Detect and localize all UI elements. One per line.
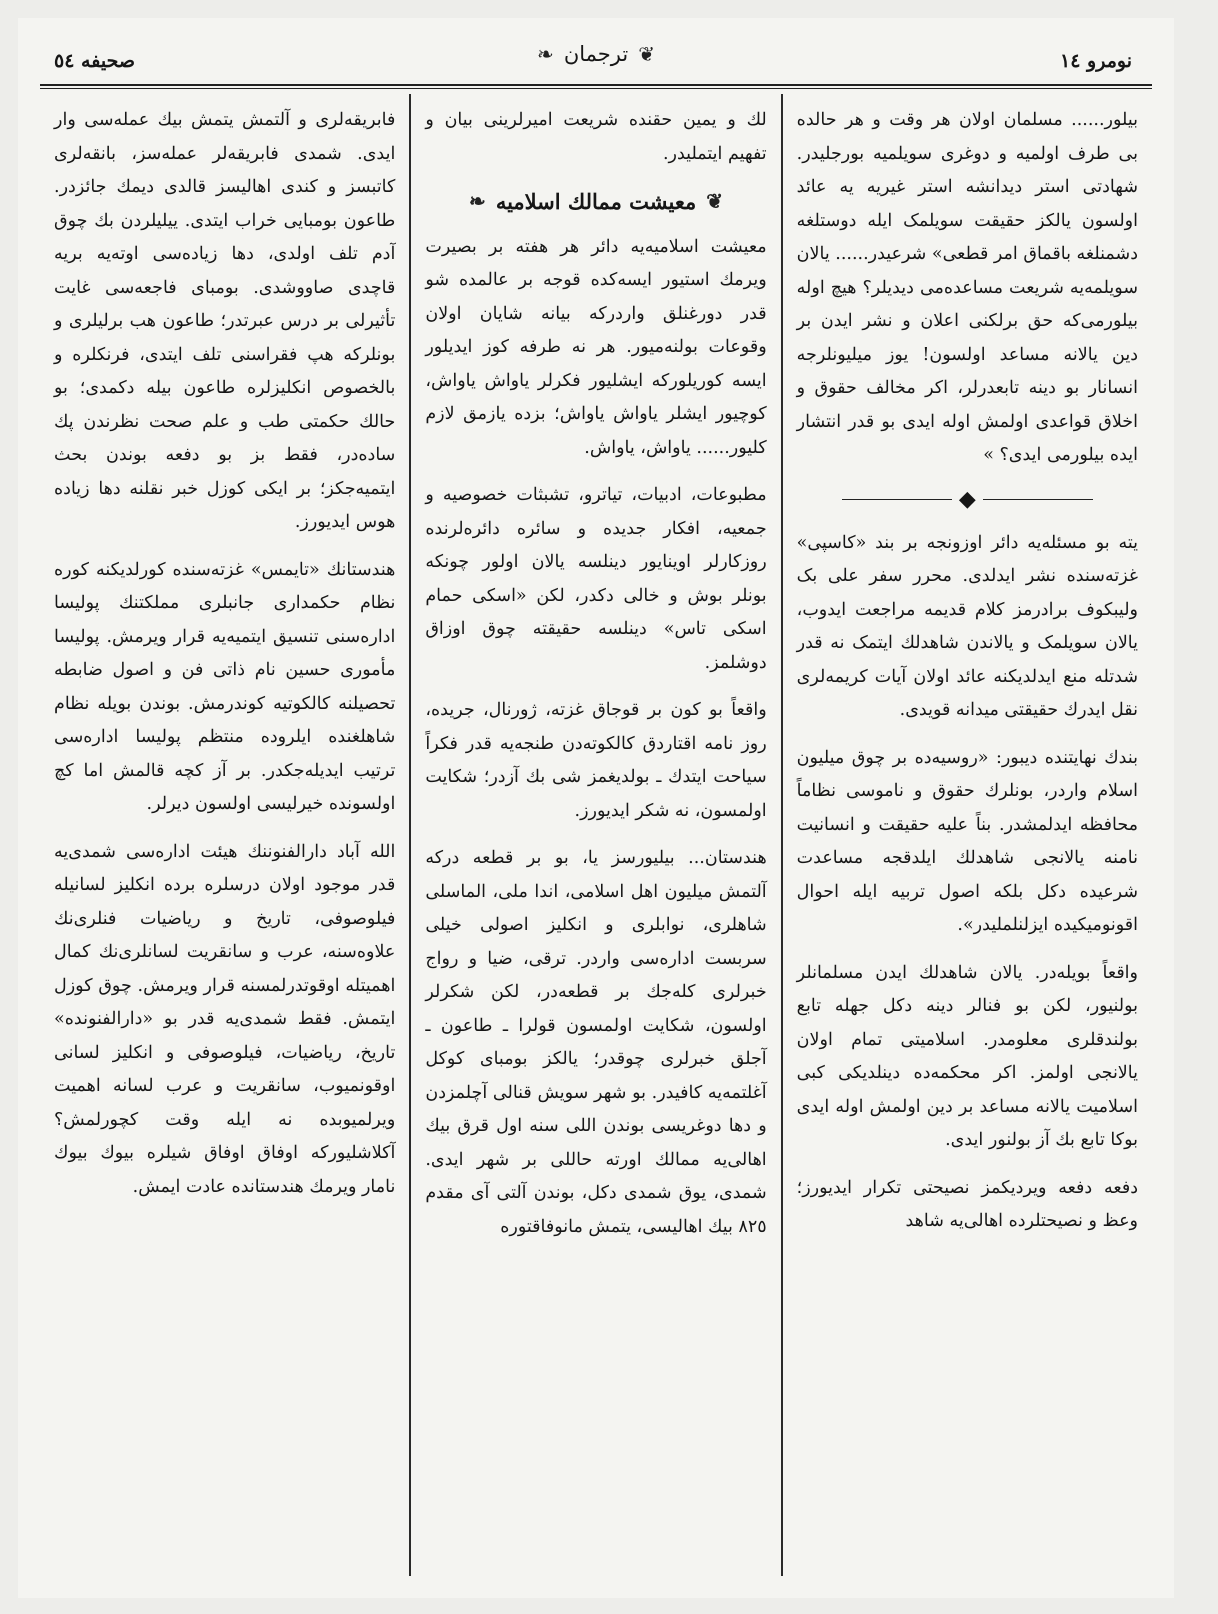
- column-middle-paragraph: واقعاً بو کون بر قوجاق غزته، ژورنال، جریده، روز نامه اقتاردق کالکوته‌دن طنجه‌یه قدر فکراً سیاحت ایتدك ـ بولدیغمز شی بك آزدر؛ شکایت اولمسون، نه شکر ایدیورز.: [425, 700, 767, 821]
- heading-ornament-icon: ❦: [706, 189, 723, 213]
- ornament-left-icon: ❧: [537, 42, 554, 66]
- column-middle-paragraph: معیشت اسلامیه‌یه دائر هر هفته بر بصیرت ویرمك استیور ایسه‌کده قوجه بر عالمده شو قدر دورغنلق واردرکه بیانه شایان اولان وقوعات بولنه‌میور. هر نه طرفه کوز ایدیلور ایسه کوریلورکه ایشلیور فکرلر یاواش یاواش، کوچیور ایشلر یاواش یاواش؛ بزده یازمق لازم کلیور...... یاواش، یاواش.: [425, 236, 767, 458]
- newspaper-page: [18, 18, 1174, 1598]
- column-right-paragraph: واقعاً بویله‌در. یالان شاهدلك ایدن مسلمانلر بولنیور، لکن بو فنالر دینه دکل جهله تابع بولندقلری معلومدر. اسلامیتی تمام اولان یالانجی اولمز. اکر محکمه‌ده دینلدیکی کبی اسلامیت یالانه مساعد بر دین اولمش اوله ایدی بوکا تابع بك آز بولنور ایدی.: [796, 962, 1138, 1150]
- text-columns: [40, 94, 1152, 1576]
- column-middle-paragraph: مطبوعات، ادبیات، تیاترو، تشبثات خصوصیه و جمعیه، افکار جدیده و سائره دائره‌لرنده روزکارلر اوینایور دینلسه یالان اولور چونکه بونلر بوش و خالی دکدر، لکن «اسکی حمام اسکی تاس» دینلسه حقیقته چوق اوزاق دوشلمز.: [425, 485, 767, 673]
- section-heading: [425, 185, 766, 219]
- divider-line: [842, 499, 952, 500]
- column-left-paragraph: فابریقه‌لری و آلتمش یتمش بیك عمله‌سی وار ایدی. شمدی فابریقه‌لر عمله‌سز، بانقه‌لری کاتبسز و کندی اهالیسز قالدی دیمك جائزدر. طاعون بومبایی خراب ایتدی. ییلیلردن بك چوق آدم تلف اولدی، دها زیاده‌سی اوته‌یه بریه قاچدی صاووشدی. بومبای فاجعه‌سی غایت تأثیرلی بر درس عبرتدر؛ طاعون هب برلیلری و بونلرکه هپ فقراسنی تلف ایتدی، فرنکلره و بالخصوص انکلیزلره طاعون بیله دکمدی؛ بو حالك حکمتی طب و علم صحت نظرندن پك ساده‌در، فقط بز بو دفعه بوندن بحث ایتمیه‌جکز؛ بر ایکی کوزل خبر نقلنه دها زیاده هوس ایدیورز.: [54, 110, 396, 532]
- section-title: معیشت ممالك اسلامیه: [495, 189, 697, 214]
- column-right-paragraph: یته بو مسئله‌یه دائر اوزونجه بر بند «کاسپی» غزته‌سنده نشر ایدلدی. محرر سفر علی بک ولیبکوف برادرمز کلام قدیمه مراجعت ایدوب، یالان سویلمک و یالاندن شاهدلك ایتمک نه قدر شدتله منع ایدلدیکنه عائد اولان آیات کریمه‌لری نقل ایدرك حقیقتی میدانه قویدی.: [796, 532, 1138, 720]
- divider-line: [983, 499, 1093, 500]
- column-right: [783, 94, 1152, 1576]
- header-rule-thin: [40, 88, 1152, 89]
- column-middle: [411, 94, 782, 1576]
- column-middle-intro: لك و یمین حقنده شریعت امیرلرینی بیان و تفهیم ایتملیدر.: [425, 110, 767, 164]
- header-rule: [40, 84, 1152, 86]
- heading-ornament-icon: ❧: [469, 189, 486, 213]
- page-header: [40, 32, 1152, 88]
- section-divider: [797, 487, 1138, 513]
- column-left: [40, 94, 411, 1576]
- page-number-label: صحیفه ٥٤: [54, 50, 135, 72]
- newspaper-title: ترجمان: [563, 42, 629, 66]
- divider-diamond-icon: ◆: [958, 486, 976, 512]
- column-left-paragraph: هندستانك «تایمس» غزته‌سنده کورلدیکنه کوره نظام حکمداری جانبلری مملکتنك پولیسا اداره‌سنی تنسیق ایتمیه‌یه قرار ویرمش. پولیسا مأموری حسین نام ذاتی فن و اصول ضابطه تحصیلنه کالکوتیه کوندرمش. بوندن بویله نظام شاهلغنده ایلروده منتظم پولیسا اداره‌سی ترتیب ایدیله‌جکدر. بر آز کچه قالمش اما کچ اولسونده خیرلیسی اولسون دیرلر.: [54, 559, 396, 814]
- column-right-paragraph: بیلور...... مسلمان اولان هر وقت و هر حالده بی طرف اولمیه و دوغری سویلمیه بورجلیدر. شهادتی استر دیدانشه استر غیریه یه عائد اولسون یالکز حقیقت سویلمک ایله دوستلغه دشمنلغه باقماق امر قطعی» شرعیدر...... یالان سویلمه‌یه شریعت مساعده‌می دیدیلر؟ هیچ اوله بیلورمی‌که حق برلکنی اعلان و نشر ایدن بر دین یالانه مساعد اولسون! یوز میلیونلرجه انسانار بو دینه تابعدرلر، اکر مخالف حقوق و اخلاق قواعدی اولمش اوله ایدی بو قدر انتشار ایده بیلورمی ایدی؟ »: [796, 110, 1138, 465]
- masthead: [537, 42, 655, 66]
- column-right-paragraph: دفعه دفعه ویردیکمز نصیحتی تکرار ایدیورز؛ وعظ و نصیحتلرده اهالی‌یه شاهد: [796, 1177, 1138, 1231]
- column-right-paragraph: بندك نهایتنده دیبور: «روسیه‌ده بر چوق میلیون اسلام واردر، بونلرك حقوق و ناموسی نظاماً محافظه ایدلمشدر. بناً علیه حقیقت و انسانیت نامنه یالانجی شاهدلك ایلدقجه مساعدت شرعیده دکل بلکه اصول تربیه ایله احوال اقونومیکیده ایزلنلملیدر».: [796, 747, 1138, 935]
- ornament-right-icon: ❦: [638, 42, 655, 66]
- column-middle-paragraph: هندستان... بیلیورسز یا، بو بر قطعه درکه آلتمش میلیون اهل اسلامی، اندا ملی، الماسلی شاهلری، نوابلری و انکلیز اصولی خیلی سربست اداره‌سی واردر. ترقی، ضیا و رواج خبرلری کله‌جك بر قطعه‌در، لکن شکرلر اولسون، شکایت اولمسون قولرا ـ طاعون ـ آجلق خبرلری چوقدر؛ یالکز بومبای کوکل آغلتمه‌یه کافیدر. بو شهر سویش قنالی آچلمزدن و دها دوغریسی بوندن اللی سنه اول قرق بیك اهالی‌یه ممالك اورته حاللی بر شهر ایدی. شمدی، یوق شمدی دکل، بوندن آلتی آی مقدم ٨٢٥ بیك اهالیسی، یتمش مانوفاقتوره: [425, 848, 767, 1237]
- issue-number-label: نومرو ١٤: [1060, 50, 1132, 72]
- column-left-paragraph: الله آباد دارالفنوننك هیئت اداره‌سی شمدی‌یه قدر موجود اولان درسلره برده انکلیز لسانیله فیلوصوفی، تاریخ و ریاضیات فنلری‌نك علاوه‌سنه، عرب و سانقریت لسانلری‌نك کمال اهمیتله اوقوتدرلمسنه قرار ویرمش. چوق کوزل ایتمش. فقط شمدی‌یه قدر بو «دارالفنونده» تاریخ، ریاضیات، فیلوصوفی و انکلیز لسانی اوقونمیوب، سانقریت و عرب لسانه اهمیت ویرلمیوبده نه ایله وقت کچورلمش؟ آکلاشلیورکه اوفاق اوفاق شیلره بیوك بیوك نامار ویرمك هندستانده عادت ایمش.: [54, 841, 396, 1197]
